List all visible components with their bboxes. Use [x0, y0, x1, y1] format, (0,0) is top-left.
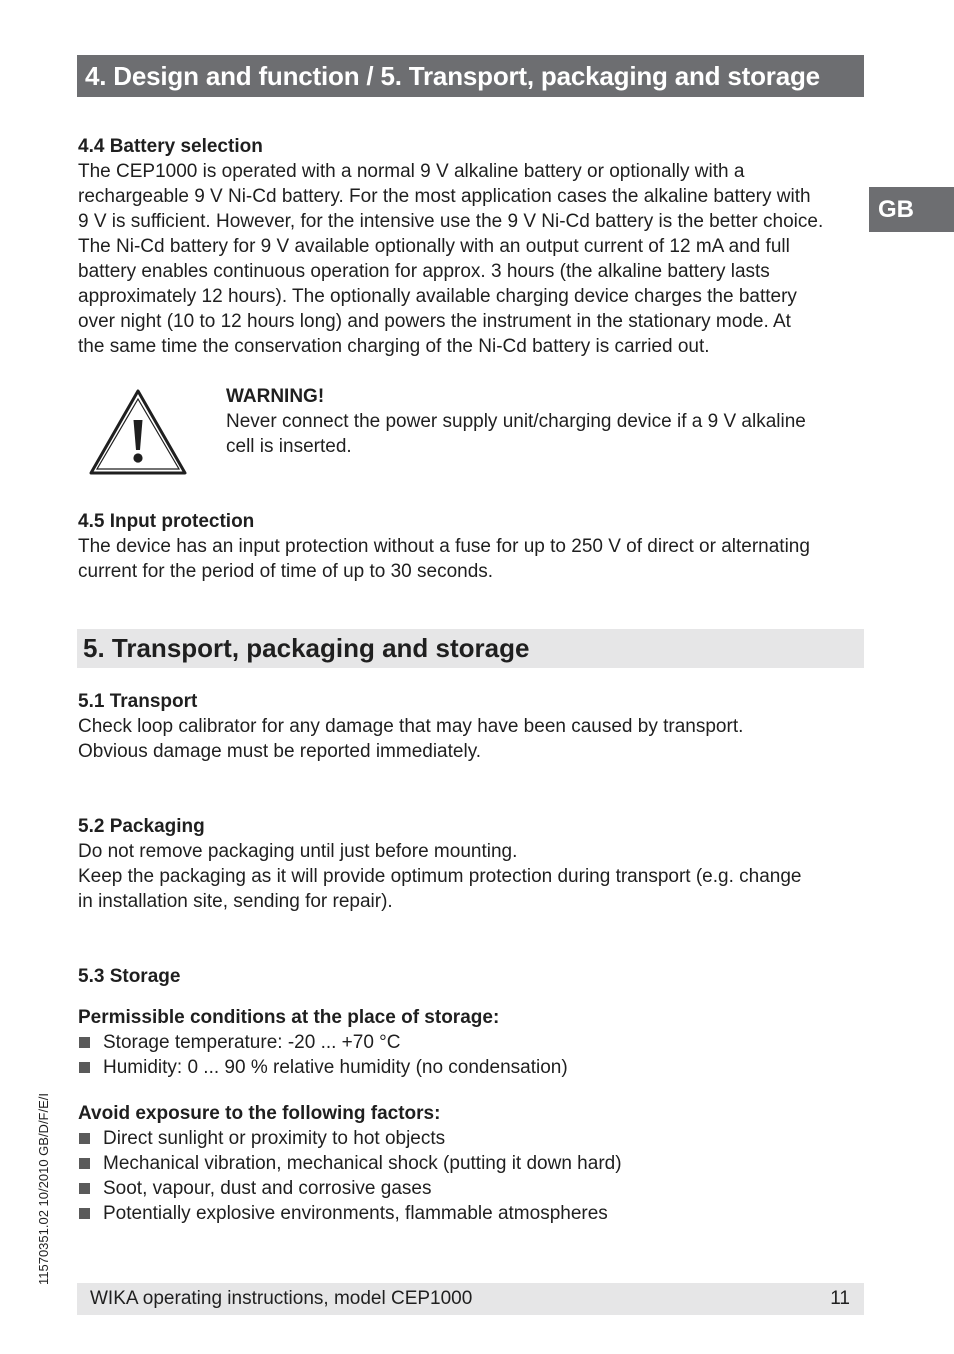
paragraph-line: 9 V is sufficient. However, for the intensive use the 9 V Ni-Cd battery is the better choice.: [78, 211, 824, 232]
storage-avoid: [78, 1101, 868, 1226]
paragraph-line: Keep the packaging as it will provide optimum protection during transport (e.g. change: [78, 866, 802, 887]
section-battery-selection: [78, 134, 868, 359]
section-packaging: [78, 814, 868, 914]
section-heading: 5.1 Transport: [78, 691, 198, 712]
square-bullet-icon: [79, 1208, 90, 1219]
section-heading: 4.4 Battery selection: [78, 136, 263, 157]
paragraph-line: Do not remove packaging until just before mounting.: [78, 841, 518, 862]
list-item: Humidity: 0 ... 90 % relative humidity (no condensation): [78, 1055, 868, 1080]
section-heading: 5.2 Packaging: [78, 816, 205, 837]
square-bullet-icon: [79, 1183, 90, 1194]
warning-triangle-icon: [88, 388, 188, 476]
warning-line: Never connect the power supply unit/charging device if a 9 V alkaline: [226, 411, 806, 432]
paragraph-line: over night (10 to 12 hours long) and powers the instrument in the stationary mode. At: [78, 311, 791, 332]
section-heading: 5.3 Storage: [78, 966, 181, 987]
chapter-heading: 5. Transport, packaging and storage: [77, 629, 864, 668]
avoid-list: [78, 1126, 868, 1226]
paragraph-line: Check loop calibrator for any damage that may have been caused by transport.: [78, 716, 744, 737]
square-bullet-icon: [79, 1158, 90, 1169]
subheading: Permissible conditions at the place of storage:: [78, 1007, 500, 1028]
list-item: Storage temperature: -20 ... +70 °C: [78, 1030, 868, 1055]
page-footer: [77, 1283, 864, 1315]
list-item: Potentially explosive environments, flammable atmospheres: [78, 1201, 868, 1226]
paragraph-line: the same time the conservation charging of the Ni-Cd battery is carried out.: [78, 336, 710, 357]
paragraph-line: The CEP1000 is operated with a normal 9 V alkaline battery or optionally with a: [78, 161, 745, 182]
paragraph-line: in installation site, sending for repair).: [78, 891, 393, 912]
document-code: 11570351.02 10/2010 GB/D/F/E/I: [36, 1092, 51, 1285]
subheading: Avoid exposure to the following factors:: [78, 1103, 441, 1124]
square-bullet-icon: [79, 1062, 90, 1073]
paragraph-line: approximately 12 hours). The optionally available charging device charges the battery: [78, 286, 797, 307]
list-item: Direct sunlight or proximity to hot objects: [78, 1126, 868, 1151]
section-transport: [78, 689, 868, 764]
paragraph-line: rechargeable 9 V Ni-Cd battery. For the most application cases the alkaline battery with: [78, 186, 811, 207]
list-item: Soot, vapour, dust and corrosive gases: [78, 1176, 868, 1201]
paragraph-line: The device has an input protection without a fuse for up to 250 V of direct or alternating: [78, 536, 810, 557]
page-title: 4. Design and function / 5. Transport, packaging and storage: [77, 55, 864, 97]
storage-conditions: [78, 1005, 868, 1080]
section-storage-heading: [78, 964, 868, 989]
paragraph-line: current for the period of time of up to 30 seconds.: [78, 561, 494, 582]
warning-title: WARNING!: [226, 386, 325, 407]
warning-line: cell is inserted.: [226, 436, 352, 457]
warning-notice: [226, 384, 856, 459]
paragraph-line: Obvious damage must be reported immediately.: [78, 741, 482, 762]
section-input-protection: [78, 509, 868, 584]
conditions-list: [78, 1030, 868, 1080]
page-number: 11: [830, 1288, 850, 1309]
square-bullet-icon: [79, 1037, 90, 1048]
list-item: Mechanical vibration, mechanical shock (putting it down hard): [78, 1151, 868, 1176]
paragraph-line: The Ni-Cd battery for 9 V available optionally with an output current of 12 mA and full: [78, 236, 790, 257]
section-heading: 4.5 Input protection: [78, 511, 255, 532]
footer-text: WIKA operating instructions, model CEP1000: [90, 1288, 473, 1309]
square-bullet-icon: [79, 1133, 90, 1144]
language-tab: GB: [869, 187, 954, 232]
paragraph-line: battery enables continuous operation for approx. 3 hours (the alkaline battery lasts: [78, 261, 770, 282]
